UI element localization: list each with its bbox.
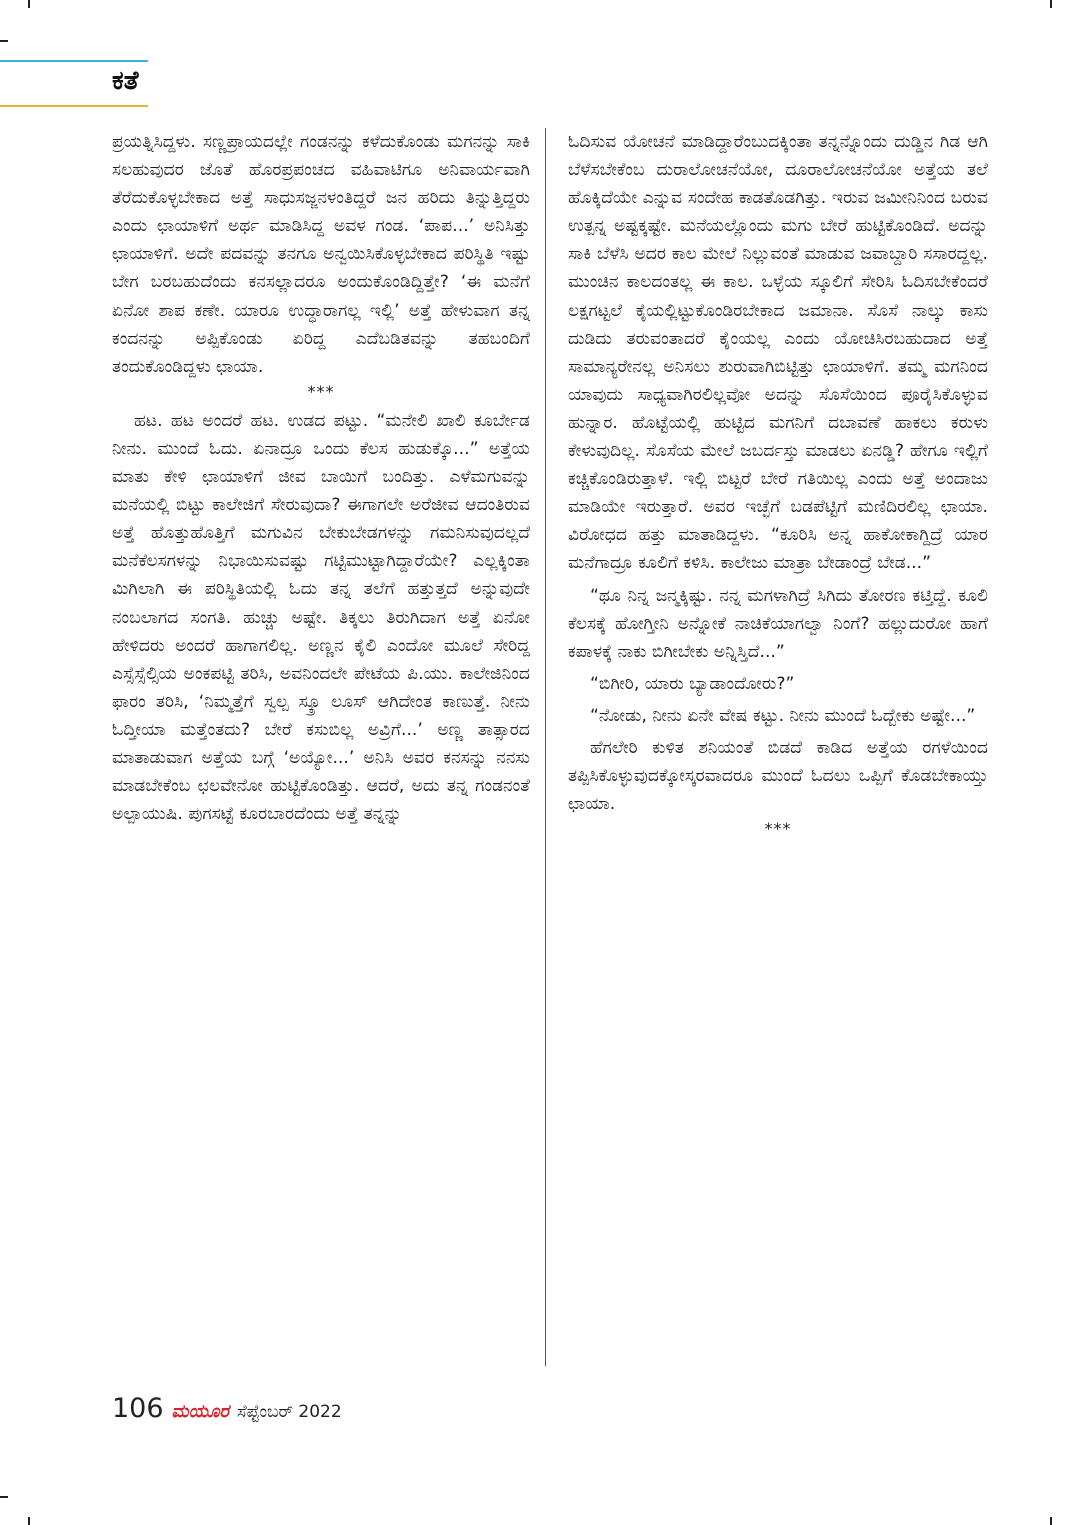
left-column	[112, 128, 530, 828]
paragraph: ಓದಿಸುವ ಯೋಚನೆ ಮಾಡಿದ್ದಾರೆಂಬುದಕ್ಕಿಂತಾ ತನ್ನನ್ನೊಂದು ದುಡ್ಡಿನ ಗಿಡ ಆಗಿ ಬೆಳೆಸಬೇಕೆಂಬ ದುರಾಲೋಚನೆಯೋ, ದೂರಾಲೋಚನೆಯೋ ಅತ್ತೆಯ ತಲೆ ಹೊಕ್ಕಿದೆಯೇ ಎನ್ನುವ ಸಂದೇಹ ಕಾಡತೊಡಗಿತ್ತು. ಇರುವ ಜಮೀನಿನಿಂದ ಬರುವ ಉತ್ಪನ್ನ ಅಷ್ಟಕ್ಕಷ್ಟೇ. ಮನೆಯಲ್ಲೊಂದು ಮಗು ಬೇರೆ ಹುಟ್ಟಿಕೊಂಡಿದೆ. ಅದನ್ನು ಸಾಕಿ ಬೆಳೆಸಿ ಅದರ ಕಾಲ ಮೇಲೆ ನಿಲ್ಲುವಂತೆ ಮಾಡುವ ಜವಾಬ್ದಾರಿ ಸಸಾರದ್ದಲ್ಲ. ಮುಂಚಿನ ಕಾಲದಂತಲ್ಲ ಈ ಕಾಲ. ಒಳ್ಳೆಯ ಸ್ಕೂಲಿಗೆ ಸೇರಿಸಿ ಓದಿಸಬೇಕೆಂದರೆ ಲಕ್ಷಗಟ್ಟಲೆ ಕೈಯಲ್ಲಿಟ್ಟುಕೊಂಡಿರಬೇಕಾದ ಜಮಾನಾ. ಸೊಸೆ ನಾಲ್ಕು ಕಾಸು ದುಡಿದು ತರುವಂತಾದರೆ ಕೈಂಯಲ್ಲ ಎಂದು ಯೋಚಿಸಿರಬಹುದಾದ ಅತ್ತೆ ಸಾಮಾನ್ಯರೇನಲ್ಲ ಅನಿಸಲು ಶುರುವಾಗಿಬಿಟ್ಟಿತ್ತು ಛಾಯಾಳಿಗೆ. ತಮ್ಮ ಮಗನಿಂದ ಯಾವುದು ಸಾಧ್ಯವಾಗಿರಲಿಲ್ಲವೋ ಅದನ್ನು ಸೊಸೆಯಿಂದ ಪೂರೈಸಿಕೊಳ್ಳುವ ಹುನ್ನಾರ. ಹೊಟ್ಟೆಯಲ್ಲಿ ಹುಟ್ಟಿದ ಮಗನಿಗೆ ದಬಾವಣೆ ಹಾಕಲು ಕರುಳು ಕೇಳುವುದಿಲ್ಲ. ಸೊಸೆಯ ಮೇಲೆ ಜಬರ್ದಸ್ತು ಮಾಡಲು ಏನಡ್ಡಿ? ಹೇಗೂ ಇಲ್ಲಿಗೆ ಕಚ್ಚಿಕೊಂಡಿರುತ್ತಾಳೆ. ಇಲ್ಲಿ ಬಿಟ್ಟರೆ ಬೇರೆ ಗತಿಯಿಲ್ಲ ಎಂದು ಅತ್ತೆ ಅಂದಾಜು ಮಾಡಿಯೇ ಇರುತ್ತಾರೆ. ಅವರ ಇಚ್ಛೆಗೆ ಬಡಪೆಟ್ಟಿಗೆ ಮಣಿದಿರಲಿಲ್ಲ ಛಾಯಾ. ವಿರೋಧದ ಹತ್ತು ಮಾತಾಡಿದ್ದಳು. “ಕೂರಿಸಿ ಅನ್ನ ಹಾಕೋಕಾಗ್ದಿದ್ರೆ ಯಾರ ಮನೆಗಾದ್ರೂ ಕೂಲಿಗೆ ಕಳಿಸಿ. ಕಾಲೇಜು ಮಾತ್ರಾ ಬೇಡಾಂದ್ರೆ ಬೇಡ...”	[568, 132, 988, 574]
section-title: ಕತೆ	[112, 66, 139, 96]
section-separator: ***	[307, 381, 335, 401]
paragraph: “ಥೂ ನಿನ್ನ ಜನ್ಮಕ್ಕಿಷ್ಟು. ನನ್ನ ಮಗಳಾಗಿದ್ರೆ ಸಿಗಿದು ತೋರಣ ಕಟ್ತಿದ್ದೆ. ಕೂಲಿ ಕೆಲಸಕ್ಕೆ ಹೋಗ್ತೀನಿ ಅನ್ನೋಕೆ ನಾಚಿಕೆಯಾಗಲ್ವಾ ನಿಂಗೆ? ಹಲ್ಲುದುರೋ ಹಾಗೆ ಕಪಾಳಕ್ಕೆ ನಾಕು ಬಿಗೀಬೇಕು ಅನ್ನಿಸ್ತಿದೆ...”	[568, 585, 988, 662]
issue-date: ಸೆಪ್ಟೆಂಬರ್ 2022	[236, 1402, 342, 1422]
magazine-name: ಮಯೂರ	[171, 1401, 229, 1422]
paragraph: ಹಟ. ಹಟ ಅಂದರೆ ಹಟ. ಉಡದ ಪಟ್ಟು. “ಮನೇಲಿ ಖಾಲಿ ಕೂರ್ಬೇಡ ನೀನು. ಮುಂದೆ ಓದು. ಏನಾದ್ರೂ ಒಂದು ಕೆಲಸ ಹುಡುಕ್ಕೊ...” ಅತ್ತೆಯ ಮಾತು ಕೇಳಿ ಛಾಯಾಳಿಗೆ ಜೀವ ಬಾಯಿಗೆ ಬಂದಿತ್ತು. ಎಳೆಮಗುವನ್ನು ಮನೆಯಲ್ಲಿ ಬಿಟ್ಟು ಕಾಲೇಜಿಗೆ ಸೇರುವುದಾ? ಈಗಾಗಲೇ ಅರೆಜೀವ ಆದಂತಿರುವ ಅತ್ತೆ ಹೊತ್ತುಹೊತ್ತಿಗೆ ಮಗುವಿನ ಬೇಕುಬೇಡಗಳನ್ನು ಗಮನಿಸುವುದಲ್ಲದೆ ಮನೆಕೆಲಸಗಳನ್ನು ನಿಭಾಯಿಸುವಷ್ಟು ಗಟ್ಟಿಮುಟ್ಟಾಗಿದ್ದಾರೆಯೇ? ಎಲ್ಲಕ್ಕಿಂತಾ ಮಿಗಿಲಾಗಿ ಈ ಪರಿಸ್ಥಿತಿಯಲ್ಲಿ ಓದು ತನ್ನ ತಲೆಗೆ ಹತ್ತುತ್ತದೆ ಅನ್ನುವುದೇ ನಂಬಲಾಗದ ಸಂಗತಿ. ಹುಚ್ಚು ಅಷ್ಟೇ. ತಿಕ್ಕಲು ತಿರುಗಿದಾಗ ಅತ್ತೆ ಏನೋ ಹೇಳಿದರು ಅಂದರೆ ಹಾಗಾಗಲಿಲ್ಲ. ಅಣ್ಣನ ಕೈಲಿ ಎಂದೋ ಮೂಲೆ ಸೇರಿದ್ದ ಎಸ್ಸೆಸ್ಸೆಲ್ಸಿಯ ಅಂಕಪಟ್ಟಿ ತರಿಸಿ, ಅವನಿಂದಲೇ ಪೇಟೆಯ ಪಿ.ಯು. ಕಾಲೇಜಿನಿಂದ ಫಾರಂ ತರಿಸಿ, ‘ನಿಮ್ಮತ್ತೆಗೆ ಸ್ವಲ್ಪ ಸ್ಕ್ರೂ ಲೂಸ್ ಆಗಿದೇಂತ ಕಾಣುತ್ತೆ. ನೀನು ಓದ್ತೀಯಾ ಮತ್ತೆಂತದು? ಬೇರೆ ಕಸುಬಿಲ್ಲ ಅವ್ರಿಗೆ...’ ಅಣ್ಣ ತಾತ್ಸಾರದ ಮಾತಾಡುವಾಗ ಅತ್ತೆಯ ಬಗ್ಗೆ ‘ಅಯ್ಯೋ...’ ಅನಿಸಿ ಅವರ ಕನಸನ್ನು ನನಸು ಮಾಡಬೇಕೆಂಬ ಛಲವೇನೋ ಹುಟ್ಟಿಕೊಂಡಿತ್ತು. ಆದರೆ, ಅದು ತನ್ನ ಗಂಡನಂತೆ ಅಲ್ಪಾಯುಷಿ. ಪುಗಸಟ್ಟೆ ಕೂರಬಾರದೆಂದು ಅತ್ತೆ ತನ್ನನ್ನು	[112, 410, 530, 825]
page-footer	[112, 1393, 342, 1424]
crop-mark	[28, 0, 30, 8]
column-divider	[545, 128, 546, 1366]
crop-mark	[0, 1496, 8, 1498]
paragraph: “ನೋಡು, ನೀನು ಏನೇ ವೇಷ ಕಟ್ಟು. ನೀನು ಮುಂದೆ ಓದ್ಬೇಕು ಅಷ್ಟೇ...”	[590, 705, 976, 726]
paragraph: ಪ್ರಯತ್ನಿಸಿದ್ದಳು. ಸಣ್ಣಪ್ರಾಯದಲ್ಲೇ ಗಂಡನನ್ನು ಕಳೆದುಕೊಂಡು ಮಗನನ್ನು ಸಾಕಿ ಸಲಹುವುದರ ಜೊತೆ ಹೊರಪ್ರಪಂಚದ ವಹಿವಾಟಿಗೂ ಅನಿವಾರ್ಯವಾಗಿ ತೆರೆದುಕೊಳ್ಳಬೇಕಾದ ಅತ್ತೆ ಸಾಧುಸಜ್ಜನಳಂತಿದ್ದರೆ ಜನ ಹರಿದು ತಿನ್ನುತ್ತಿದ್ದರು ಎಂದು ಛಾಯಾಳಿಗೆ ಅರ್ಥ ಮಾಡಿಸಿದ್ದ ಅವಳ ಗಂಡ. ‘ಪಾಪ...’ ಅನಿಸಿತ್ತು ಛಾಯಾಳಿಗೆ. ಅದೇ ಪದವನ್ನು ತನಗೂ ಅನ್ವಯಿಸಿಕೊಳ್ಳಬೇಕಾದ ಪರಿಸ್ಥಿತಿ ಇಷ್ಟು ಬೇಗ ಬರಬಹುದೆಂದು ಕನಸಲ್ಲಾದರೂ ಅಂದುಕೊಂಡಿದ್ದಿತ್ತೇ? ‘ಈ ಮನೆಗೆ ಏನೋ ಶಾಪ ಕಣೇ. ಯಾರೂ ಉದ್ಧಾರಾಗಲ್ಲ ಇಲ್ಲಿ’ ಅತ್ತೆ ಹೇಳುವಾಗ ತನ್ನ ಕಂದನನ್ನು ಅಪ್ಪಿಕೊಂಡು ಏರಿದ್ದ ಎದೆಬಡಿತವನ್ನು ತಹಬಂದಿಗೆ ತಂದುಕೊಂಡಿದ್ದಳು ಛಾಯಾ.	[112, 132, 530, 377]
paragraph: “ಬಿಗೀರಿ, ಯಾರು ಬ್ಯಾಡಾಂದೋರು?”	[590, 673, 795, 694]
crop-mark	[0, 40, 8, 42]
right-column	[568, 128, 988, 840]
crop-mark	[1050, 1517, 1052, 1525]
crop-mark	[1050, 0, 1052, 8]
crop-mark	[28, 1517, 30, 1525]
paragraph: ಹೆಗಲೇರಿ ಕುಳಿತ ಶನಿಯಂತೆ ಬಿಡದೆ ಕಾಡಿದ ಅತ್ತೆಯ ರಗಳೆಯಿಂದ ತಪ್ಪಿಸಿಕೊಳ್ಳುವುದಕ್ಕೋಸ್ಕರವಾದರೂ ಮುಂದೆ ಓದಲು ಒಪ್ಪಿಗೆ ಕೊಡಬೇಕಾಯ್ತು ಛಾಯಾ.	[568, 737, 988, 815]
header-rule-bottom	[0, 105, 148, 107]
page-number: 106	[112, 1393, 164, 1424]
section-separator: ***	[764, 819, 792, 839]
header-rule-top	[0, 60, 148, 62]
